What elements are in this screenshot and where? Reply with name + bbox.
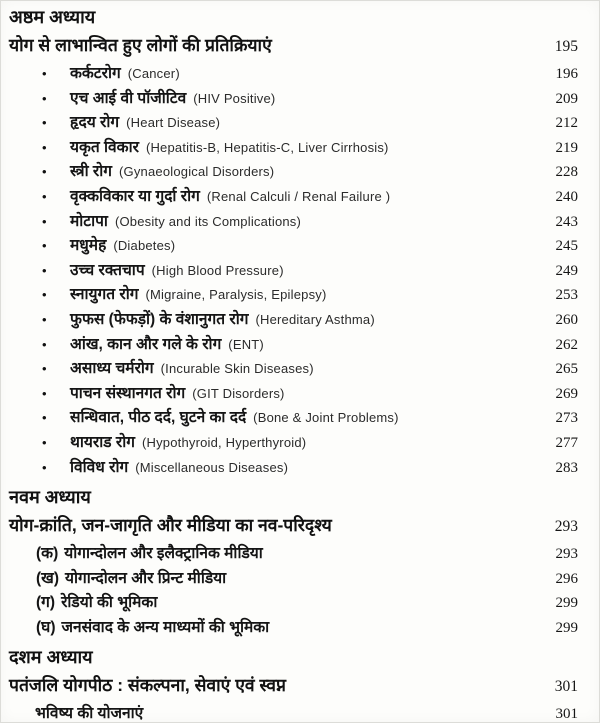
- section-title-row: [9, 671, 578, 701]
- toc-item: [9, 405, 578, 430]
- bullet-icon: •: [42, 434, 47, 450]
- item-title-english: (Cancer): [127, 66, 180, 81]
- bullet-icon: •: [42, 459, 47, 475]
- item-title-hindi: भविष्य की योजनाएं: [35, 705, 144, 723]
- item-page-number: 265: [555, 361, 578, 378]
- item-title-hindi: यकृत विकार: [70, 138, 139, 156]
- item-page-number: 243: [555, 213, 578, 230]
- item-page-number: 240: [555, 188, 578, 205]
- item-title-english: (Hepatitis-B, Hepatitis-C, Liver Cirrhosis): [145, 139, 389, 155]
- item-title-english: (HIV Positive): [193, 90, 276, 106]
- toc-item: [9, 209, 578, 234]
- item-page-number: 293: [555, 546, 578, 563]
- item-title-english: (Gynaeological Disorders): [119, 164, 275, 180]
- item-title-hindi: विविध रोग: [70, 458, 129, 476]
- bullet-icon: •: [42, 164, 47, 180]
- item-page-number: 245: [555, 238, 578, 255]
- section-title: पतंजलि योगपीठ : संकल्पना, सेवाएं एवं स्वप्न: [9, 675, 286, 696]
- item-title-hindi: स्नायुगत रोग: [70, 286, 139, 304]
- item-title-english: (Migraine, Paralysis, Epilepsy): [145, 287, 327, 303]
- toc-section: [9, 644, 578, 723]
- item-page-number: 301: [555, 706, 578, 723]
- toc-item: [9, 233, 578, 258]
- item-title-hindi: योगान्दोलन और प्रिन्ट मीडिया: [65, 569, 227, 587]
- section-title-row: [9, 31, 578, 61]
- item-title-english: (Hypothyroid, Hyperthyroid): [141, 434, 307, 450]
- item-title-english: (Bone & Joint Problems): [253, 410, 399, 426]
- item-title-english: (Renal Calculi / Renal Failure ): [206, 188, 391, 204]
- bullet-icon: •: [42, 385, 47, 401]
- item-title-hindi: सन्धिवात, पीठ दर्द, घुटने का दर्द: [70, 409, 247, 427]
- toc-item: [9, 159, 578, 184]
- item-page-number: 209: [555, 90, 578, 107]
- item-page-number: 228: [555, 164, 578, 181]
- item-title-english: (Hereditary Asthma): [255, 311, 375, 327]
- item-title-hindi: कर्कटरोग: [70, 65, 121, 82]
- item-page-number: 219: [555, 139, 578, 156]
- bullet-icon: •: [42, 188, 47, 204]
- item-title-hindi: मोटापा: [70, 212, 108, 230]
- item-title-hindi: उच्च रक्तचाप: [70, 261, 145, 279]
- toc-item: [9, 566, 578, 591]
- item-title-hindi: योगान्दोलन और इलैक्ट्रानिक मीडिया: [64, 545, 263, 563]
- bullet-icon: •: [42, 90, 47, 106]
- bullet-icon: •: [42, 115, 47, 131]
- toc-item: [9, 135, 578, 160]
- toc-item: [9, 381, 578, 406]
- bullet-icon: •: [42, 66, 47, 81]
- letter-marker: (घ): [36, 618, 56, 636]
- item-title-hindi: पाचन संस्थानगत रोग: [70, 384, 186, 402]
- bullet-icon: •: [42, 287, 47, 303]
- item-page-number: 273: [555, 410, 578, 427]
- toc-item: [9, 282, 578, 307]
- toc-item: [9, 590, 578, 615]
- item-list: [9, 61, 578, 479]
- item-page-number: 277: [555, 434, 578, 451]
- item-title-hindi: हृदय रोग: [70, 114, 120, 132]
- item-list: [9, 701, 578, 723]
- toc-item: [9, 307, 578, 332]
- bullet-icon: •: [42, 262, 47, 278]
- item-title-hindi: थायराड रोग: [70, 433, 135, 451]
- section-page-number: 301: [554, 678, 578, 696]
- letter-marker: (ग): [36, 594, 56, 612]
- bullet-icon: •: [42, 213, 47, 229]
- bullet-icon: •: [42, 311, 47, 327]
- item-title-hindi: रेडियो की भूमिका: [61, 594, 158, 612]
- chapter-heading: नवम अध्याय: [9, 487, 91, 508]
- toc-section: [9, 4, 578, 479]
- bullet-icon: •: [42, 336, 47, 352]
- toc-item: [9, 61, 578, 86]
- letter-marker: (क): [36, 545, 59, 563]
- toc-item: [9, 541, 578, 566]
- toc-item: [9, 110, 578, 135]
- toc-item: [9, 184, 578, 209]
- item-page-number: 249: [555, 262, 578, 279]
- item-title-hindi: मधुमेह: [70, 237, 107, 255]
- item-title-hindi: जनसंवाद के अन्य माध्यमों की भूमिका: [61, 618, 270, 636]
- item-page-number: 299: [555, 619, 578, 636]
- section-page-number: 195: [554, 38, 578, 55]
- item-title-hindi: स्त्री रोग: [70, 163, 112, 181]
- toc-item: [9, 86, 578, 111]
- chapter-heading: दशम अध्याय: [9, 647, 93, 668]
- item-page-number: 296: [555, 570, 578, 587]
- item-title-english: (Heart Disease): [126, 115, 221, 131]
- section-title-row: [9, 511, 578, 541]
- item-title-hindi: आंख, कान और गले के रोग: [70, 335, 222, 353]
- item-title-english: (High Blood Pressure): [151, 262, 284, 278]
- item-page-number: 253: [555, 287, 578, 304]
- toc-item: [9, 455, 578, 480]
- item-title-english: (ENT): [228, 336, 264, 352]
- item-title-hindi: असाध्य चर्मरोग: [70, 360, 154, 378]
- item-page-number: 196: [555, 66, 578, 82]
- toc-item: [9, 615, 578, 640]
- section-title: योग-क्रांति, जन-जागृति और मीडिया का नव-परिदृश्य: [9, 515, 332, 536]
- item-title-english: (Obesity and its Complications): [114, 213, 302, 229]
- section-title: योग से लाभान्वित हुए लोगों की प्रतिक्रियाएं: [9, 35, 272, 55]
- item-title-hindi: फुफस (फेफड़ों) के वंशानुगत रोग: [70, 310, 249, 328]
- item-list: [9, 541, 578, 639]
- item-title-english: (GIT Disorders): [192, 385, 285, 401]
- item-title-english: (Miscellaneous Diseases): [135, 459, 289, 475]
- toc-item: [9, 356, 578, 381]
- letter-marker: (ख): [36, 569, 60, 587]
- toc-section: [9, 484, 578, 639]
- bullet-icon: •: [42, 361, 47, 377]
- bullet-icon: •: [42, 238, 47, 254]
- item-page-number: 212: [555, 115, 578, 132]
- item-page-number: 299: [555, 595, 578, 612]
- bullet-icon: •: [42, 410, 47, 426]
- chapter-heading: अष्ठम अध्याय: [9, 7, 96, 27]
- toc-item: [9, 258, 578, 283]
- item-title-english: (Diabetes): [113, 238, 176, 254]
- item-page-number: 269: [555, 385, 578, 402]
- toc-item: [9, 430, 578, 455]
- item-page-number: 283: [555, 459, 578, 476]
- item-page-number: 260: [555, 311, 578, 328]
- toc-item: [9, 332, 578, 357]
- item-page-number: 262: [555, 336, 578, 353]
- section-page-number: 293: [554, 518, 578, 536]
- toc-item: [9, 701, 578, 723]
- item-title-hindi: एच आई वी पॉजीटिव: [70, 89, 187, 107]
- item-title-hindi: वृक्कविकार या गुर्दा रोग: [70, 187, 200, 205]
- item-title-english: (Incurable Skin Diseases): [160, 361, 314, 377]
- bullet-icon: •: [42, 139, 47, 155]
